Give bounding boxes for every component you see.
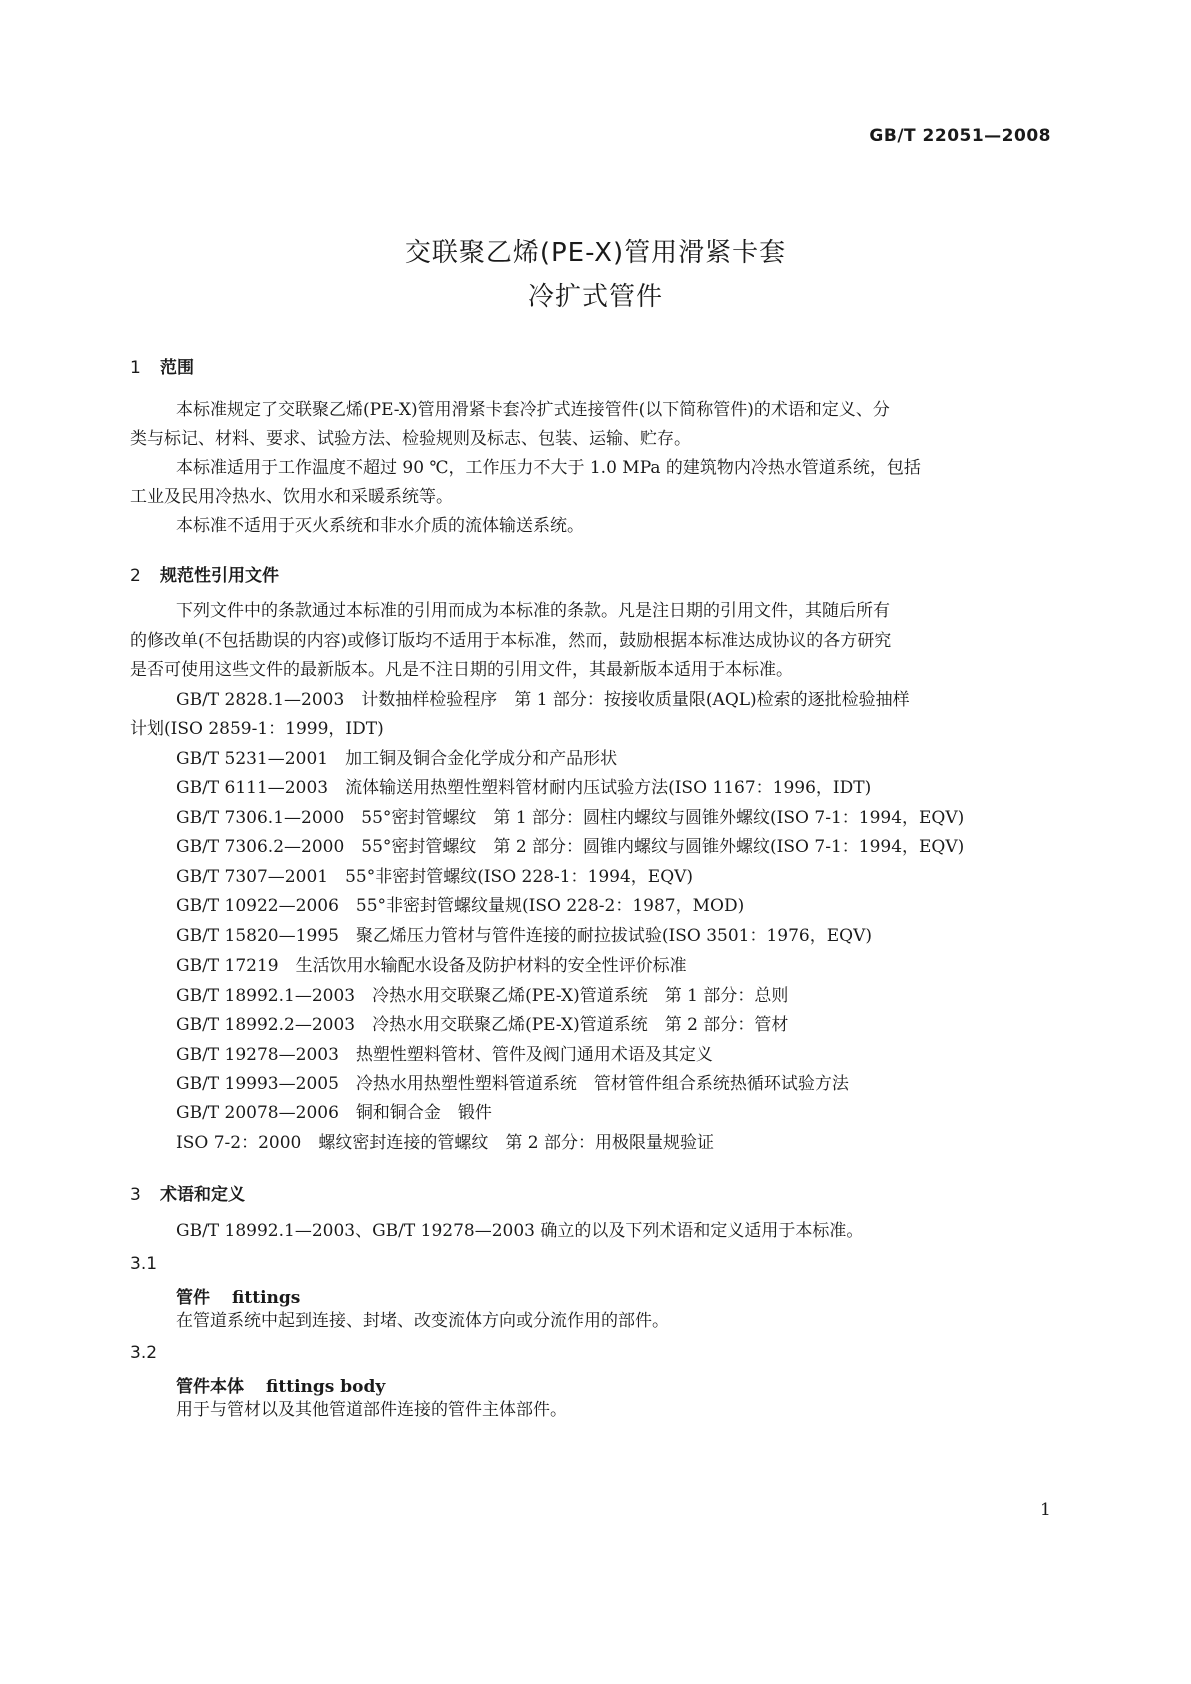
section-title: 规范性引用文件 <box>160 566 279 586</box>
paragraph-line: 本标准适用于工作温度不超过 90 ℃，工作压力不大于 1.0 MPa 的建筑物内冷热水管道系统，包括 <box>176 458 921 478</box>
term-definition: 在管道系统中起到连接、封堵、改变流体方向或分流作用的部件。 <box>176 1311 669 1331</box>
reference-item: GB/T 7307—2001 55°非密封管螺纹(ISO 228-1：1994，EQV) <box>176 867 694 887</box>
reference-item: GB/T 7306.2—2000 55°密封管螺纹 第 2 部分：圆锥内螺纹与圆锥外螺纹(ISO 7-1：1994，EQV) <box>176 837 965 857</box>
reference-item: GB/T 17219 生活饮用水输配水设备及防护材料的安全性评价标准 <box>176 956 687 976</box>
term-zh: 管件 <box>176 1288 210 1308</box>
reference-item: GB/T 19993—2005 冷热水用热塑性塑料管道系统 管材管件组合系统热循环试验方法 <box>176 1074 849 1094</box>
reference-item: GB/T 19278—2003 热塑性塑料管材、管件及阀门通用术语及其定义 <box>176 1045 713 1065</box>
reference-item: GB/T 18992.2—2003 冷热水用交联聚乙烯(PE-X)管道系统 第 2 部分：管材 <box>176 1015 789 1035</box>
reference-item: GB/T 20078—2006 铜和铜合金 锻件 <box>176 1103 492 1123</box>
section-number: 2 <box>130 566 141 586</box>
reference-item: GB/T 18992.1—2003 冷热水用交联聚乙烯(PE-X)管道系统 第 1 部分：总则 <box>176 986 789 1006</box>
page-number: 1 <box>1040 1500 1051 1520</box>
document-title-line1: 交联聚乙烯(PE-X)管用滑紧卡套 <box>404 238 787 268</box>
reference-item: GB/T 5231—2001 加工铜及铜合金化学成分和产品形状 <box>176 749 618 769</box>
term-zh: 管件本体 <box>176 1377 244 1397</box>
section-number: 3 <box>130 1185 141 1205</box>
reference-item: GB/T 6111—2003 流体输送用热塑性塑料管材耐内压试验方法(ISO 1167：1996，IDT) <box>176 778 872 798</box>
paragraph-line: 的修改单(不包括勘误的内容)或修订版均不适用于本标准，然而，鼓励根据本标准达成协议的各方研究 <box>130 631 892 651</box>
paragraph-line: 本标准规定了交联聚乙烯(PE-X)管用滑紧卡套冷扩式连接管件(以下简称管件)的术语和定义、分 <box>176 400 890 420</box>
term-en: fittings <box>232 1288 301 1308</box>
clause-number: 3.1 <box>130 1254 158 1274</box>
clause-number: 3.2 <box>130 1343 158 1363</box>
section-title: 术语和定义 <box>160 1185 245 1205</box>
reference-item: GB/T 7306.1—2000 55°密封管螺纹 第 1 部分：圆柱内螺纹与圆锥外螺纹(ISO 7-1：1994，EQV) <box>176 808 965 828</box>
section-3-heading <box>130 1180 245 1205</box>
paragraph-line: 下列文件中的条款通过本标准的引用而成为本标准的条款。凡是注日期的引用文件，其随后所有 <box>176 601 890 621</box>
section-number: 1 <box>130 358 141 378</box>
reference-item: GB/T 2828.1—2003 计数抽样检验程序 第 1 部分：按接收质量限(AQL)检索的逐批检验抽样 <box>176 690 910 710</box>
paragraph-line: 工业及民用冷热水、饮用水和采暖系统等。 <box>130 487 453 507</box>
reference-item: ISO 7-2：2000 螺纹密封连接的管螺纹 第 2 部分：用极限量规验证 <box>176 1133 714 1153</box>
paragraph-line: GB/T 18992.1—2003、GB/T 19278—2003 确立的以及下列术语和定义适用于本标准。 <box>176 1221 864 1241</box>
paragraph-line: 本标准不适用于灭火系统和非水介质的流体输送系统。 <box>176 516 584 536</box>
term-heading <box>176 1283 300 1308</box>
section-title: 范围 <box>160 358 194 378</box>
paragraph-line: 是否可使用这些文件的最新版本。凡是不注日期的引用文件，其最新版本适用于本标准。 <box>130 660 793 680</box>
reference-item: GB/T 10922—2006 55°非密封管螺纹量规(ISO 228-2：1987，MOD) <box>176 896 745 916</box>
term-en: fittings body <box>266 1377 386 1397</box>
standard-id: GB/T 22051—2008 <box>869 126 1051 146</box>
reference-item: 计划(ISO 2859-1：1999，IDT) <box>130 719 384 739</box>
term-heading <box>176 1372 385 1397</box>
section-1-heading <box>130 353 194 378</box>
term-definition: 用于与管材以及其他管道部件连接的管件主体部件。 <box>176 1400 567 1420</box>
section-2-heading <box>130 561 279 586</box>
document-title-line2: 冷扩式管件 <box>527 282 663 312</box>
paragraph-line: 类与标记、材料、要求、试验方法、检验规则及标志、包装、运输、贮存。 <box>130 429 691 449</box>
reference-item: GB/T 15820—1995 聚乙烯压力管材与管件连接的耐拉拔试验(ISO 3501：1976，EQV) <box>176 926 873 946</box>
